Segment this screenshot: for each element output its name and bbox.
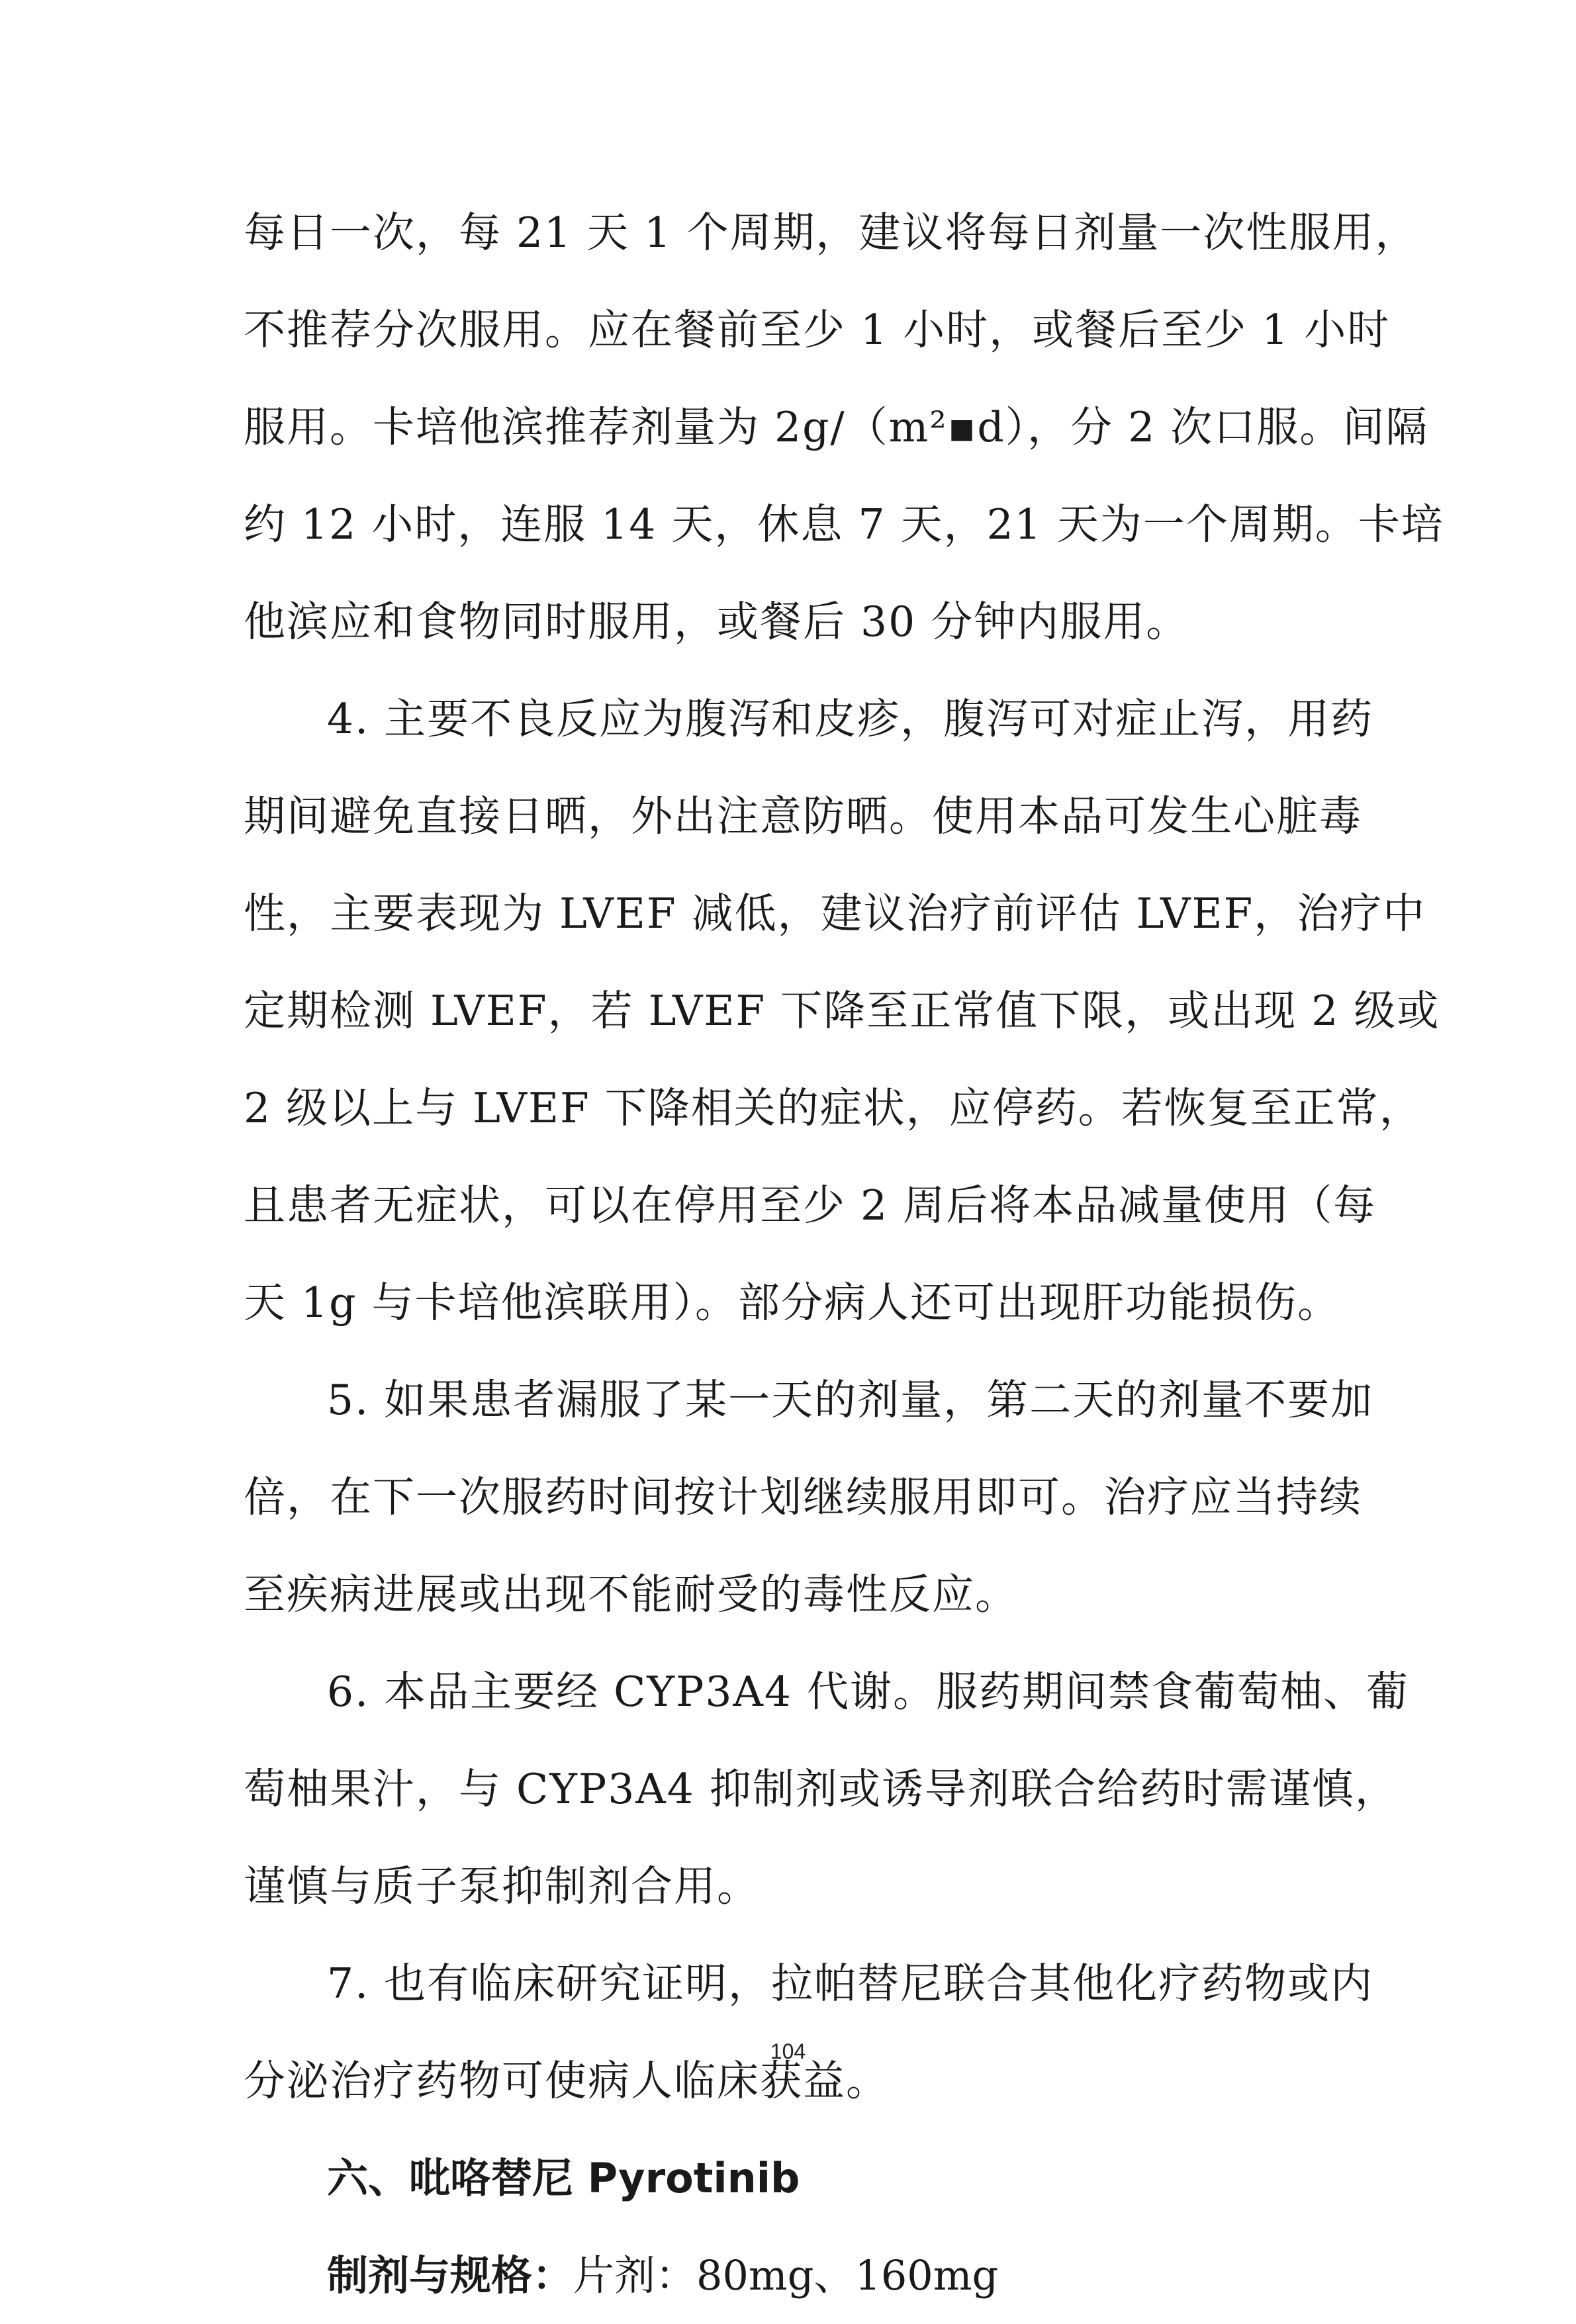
- text-line-20: 分泌治疗药物可使病人临床获益。: [244, 2057, 889, 2105]
- text-line-3: 服用。卡培他滨推荐剂量为 2g/（m²▪d），分 2 次口服。间隔: [244, 403, 1429, 451]
- text-line-16: 6. 本品主要经 CYP3A4 代谢。服药期间禁食葡萄柚、葡: [327, 1668, 1410, 1716]
- text-line-11: 且患者无症状，可以在停用至少 2 周后将本品减量使用（每: [244, 1181, 1377, 1229]
- text-line-19: 7. 也有临床研究证明，拉帕替尼联合其他化疗药物或内: [327, 1959, 1374, 2008]
- text-line-15: 至疾病进展或出现不能耐受的毒性反应。: [244, 1570, 1018, 1619]
- text-line-1: 每日一次，每 21 天 1 个周期，建议将每日剂量一次性服用，: [244, 208, 1418, 257]
- page-number: 104: [770, 2039, 806, 2063]
- section-heading: 六、吡咯替尼 Pyrotinib: [327, 2154, 800, 2202]
- text-line-10: 2 级以上与 LVEF 下降相关的症状，应停药。若恢复至正常，: [244, 1084, 1422, 1132]
- spec-value: 片剂：80mg、160mg: [573, 2251, 999, 2300]
- text-line-4: 约 12 小时，连服 14 天，休息 7 天，21 天为一个周期。卡培: [244, 500, 1444, 549]
- text-line-6: 4. 主要不良反应为腹泻和皮疹，腹泻可对症止泻，用药: [327, 695, 1374, 743]
- text-line-8: 性，主要表现为 LVEF 减低，建议治疗前评估 LVEF，治疗中: [244, 889, 1426, 938]
- text-line-2: 不推荐分次服用。应在餐前至少 1 小时，或餐后至少 1 小时: [244, 306, 1391, 354]
- text-line-18: 谨慎与质子泵抑制剂合用。: [244, 1862, 760, 1910]
- text-line-7: 期间避免直接日晒，外出注意防晒。使用本品可发生心脏毒: [244, 792, 1362, 840]
- spec-line: [244, 2227, 1348, 2324]
- text-line-13: 5. 如果患者漏服了某一天的剂量，第二天的剂量不要加: [327, 1376, 1374, 1424]
- text-line-17: 萄柚果汁，与 CYP3A4 抑制剂或诱导剂联合给药时需谨慎，: [244, 1765, 1398, 1813]
- document-body: [244, 184, 1444, 2324]
- text-line-9: 定期检测 LVEF，若 LVEF 下降至正常值下限，或出现 2 级或: [244, 987, 1440, 1035]
- text-line-14: 倍，在下一次服药时间按计划继续服用即可。治疗应当持续: [244, 1473, 1362, 1521]
- spec-label: 制剂与规格：: [327, 2251, 574, 2300]
- text-line-12: 天 1g 与卡培他滨联用）。部分病人还可出现肝功能损伤。: [244, 1278, 1340, 1327]
- text-line-5: 他滨应和食物同时服用，或餐后 30 分钟内服用。: [244, 598, 1189, 646]
